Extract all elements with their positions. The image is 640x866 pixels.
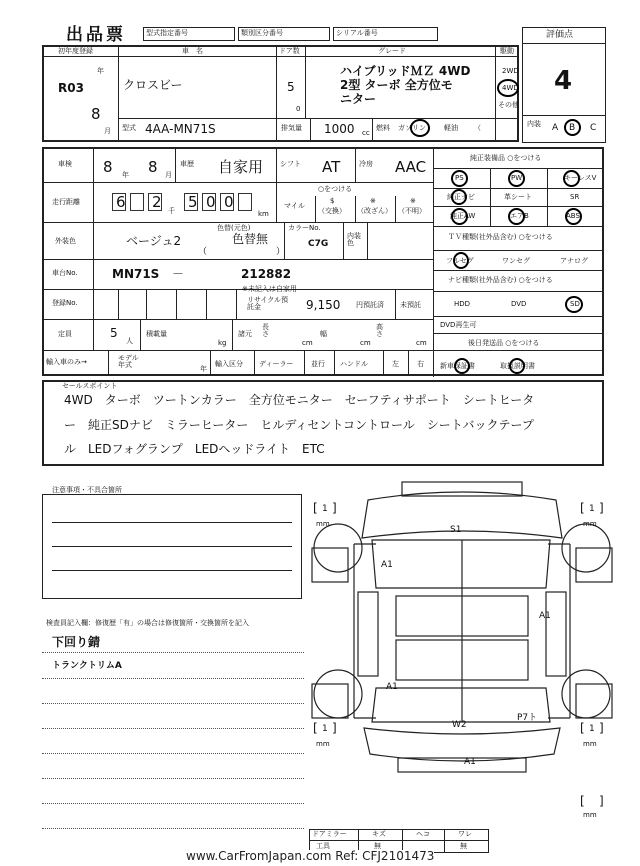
damage-scratch: キズ <box>372 830 386 838</box>
fuel-gasoline: ガソリン <box>398 124 426 132</box>
color-value: ベージュ2 <box>126 234 182 248</box>
damage-sub-none: 無 <box>374 842 381 850</box>
damage-sub-tools: 工具 <box>316 842 330 850</box>
equip-abs: ABS <box>566 212 580 220</box>
doors-value: 5 <box>287 80 295 94</box>
mark-a1-bottom: A1 <box>464 757 476 767</box>
meter-opt2-sub: （改ざん） <box>357 207 392 215</box>
mileage-digit-1: 6 <box>116 193 126 211</box>
navi-hdd: HDD <box>454 300 471 308</box>
tire-rr-bracket: [ <box>580 721 585 735</box>
tire-fr-value: 1 <box>589 504 595 514</box>
equip-navi: 純正ナビ <box>447 193 475 201</box>
interior-grade-a: A <box>552 123 559 133</box>
displacement-unit: cc <box>362 129 370 137</box>
footer-watermark: www.CarFromJapan.com Ref: CFJ2101473 <box>186 849 435 863</box>
rating-label: 評価点 <box>546 30 574 40</box>
dims-length: 長さ <box>262 323 269 338</box>
mileage-digit-5: 0 <box>224 193 234 211</box>
mileage-label: 走行距離 <box>52 198 80 206</box>
grade-line1: ハイブリッドＭＺ 4WD <box>340 64 471 78</box>
tv-fullseg: フルセグ <box>446 257 474 265</box>
shift-label: シフト <box>280 160 301 168</box>
ac-label: 冷房 <box>359 160 373 168</box>
shipping-warranty: 新車保証書 <box>440 362 475 370</box>
tire-rr-mm: mm <box>583 740 597 748</box>
equip-keyless: キーレスV <box>564 174 597 182</box>
drive-4wd: 4WD <box>502 84 519 92</box>
mileage-digit-3: 5 <box>188 193 198 211</box>
fuel-circle <box>410 119 430 137</box>
drive-2wd: 2WD <box>502 67 519 75</box>
sales-points-label: セールスポイント <box>62 382 118 390</box>
import-class-label: 輸入区分 <box>215 360 243 368</box>
meter-mark-label: ○をつける <box>318 185 353 193</box>
equip-pw: PW <box>511 174 523 182</box>
sales-points-line2: ー 純正SDナビ ミラーヒーター ヒルディセントコントロール シートバックテープ <box>64 418 534 432</box>
dims-height: 高さ <box>376 323 383 338</box>
capacity-value: 5 <box>110 326 118 340</box>
inspection-month: 8 <box>148 158 158 176</box>
sheet-title: 出品票 <box>66 25 126 45</box>
tire-rl-mm: mm <box>316 740 330 748</box>
dims-label: 諸元 <box>238 330 252 338</box>
mark-w2: W2 <box>452 720 467 730</box>
tv-analog: アナログ <box>560 257 588 265</box>
recycle-value: 9,150 <box>306 298 341 312</box>
notes-label: 注意事項・不具合箇所 <box>52 486 122 494</box>
sales-points-line3: ル LEDフォグランプ LEDヘッドライト ETC <box>64 442 325 456</box>
equipment-title: 純正装備品 ○をつける <box>470 154 542 162</box>
drive-other: その他 <box>498 101 519 109</box>
interior-grade-b: B <box>569 123 576 133</box>
recycle-unpaid: 未預託 <box>400 301 421 309</box>
dims-width: 幅 <box>320 330 327 338</box>
spare-mm: mm <box>583 811 597 819</box>
color-change-value: 色替無 <box>232 232 269 246</box>
category-label: 類別区分番号 <box>241 29 283 37</box>
spare-bracket: [ <box>580 794 585 808</box>
navi-dvd: DVD <box>511 300 527 308</box>
tv-oneseg: ワンセグ <box>502 257 530 265</box>
mark-a1-front-left: A1 <box>381 560 393 570</box>
navi-dvd-play: DVD再生可 <box>440 321 477 329</box>
load-kg: kg <box>218 339 227 347</box>
grade-line3: ニター <box>340 92 377 106</box>
navi-title: ナビ種類(社外品含む) ○をつける <box>448 276 553 284</box>
chassis-number: 212882 <box>241 267 292 281</box>
inspector-line2: トランクトリムA <box>52 661 122 671</box>
equip-aw: 純正AW <box>450 212 476 220</box>
tire-rl-value: 1 <box>322 724 328 734</box>
interior-b-circle <box>564 119 581 136</box>
car-name-label: 車 名 <box>182 47 203 55</box>
sales-points-line1: 4WD ターボ ツートンカラー 全方位モニター セーフティサポート シートヒータ <box>64 393 535 407</box>
spare-bracket-close: ] <box>599 794 604 808</box>
mark-s1: S1 <box>450 525 462 535</box>
drive-4wd-circle <box>497 79 519 97</box>
color-code-value: C7G <box>308 239 329 249</box>
import-label: 輸入車のみ→ <box>46 358 87 366</box>
interior-grade-label: 内装 <box>527 120 541 128</box>
year-month-unit: 月 <box>104 127 111 135</box>
meter-mile: マイル <box>284 202 305 210</box>
tire-fl-bracket-close: ] <box>332 501 337 515</box>
year-era: R03 <box>58 81 84 95</box>
car-diagram <box>310 478 615 778</box>
chassis-dash: － <box>172 267 185 281</box>
handle-right: 右 <box>417 360 424 368</box>
import-dealer: ディーラー <box>259 360 294 368</box>
equip-leather: 革シート <box>504 193 532 201</box>
equip-airbag: エアB <box>510 212 529 220</box>
ac-value: AAC <box>395 158 427 176</box>
load-label: 積載量 <box>146 330 167 338</box>
equip-sr: SR <box>570 193 580 201</box>
import-parallel: 並行 <box>311 360 325 368</box>
mark-a1-right: A1 <box>539 611 551 621</box>
recycle-label: リサイクル預託金 <box>247 296 289 311</box>
capacity-unit: 人 <box>126 337 133 345</box>
color-code-label: カラーNo. <box>288 224 321 232</box>
handle-label: ハンドル <box>340 360 368 368</box>
drive-label: 駆動 <box>500 47 514 55</box>
tire-rl-bracket-close: ] <box>332 721 337 735</box>
chassis-label: 車台No. <box>52 269 78 277</box>
inspector-label: 検査員記入欄：修復歴「有」の場合は修復箇所・交換箇所を記入 <box>46 619 249 627</box>
mileage-digit-2: 2 <box>152 193 162 211</box>
tire-fr-bracket: [ <box>580 501 585 515</box>
fuel-diesel: 軽油 <box>444 124 458 132</box>
year-unit: 年 <box>97 67 104 75</box>
shift-value: AT <box>322 158 341 176</box>
grade-line2: 2型 ターボ 全方位モ <box>340 78 453 92</box>
inspector-line1: 下回り錆 <box>52 635 101 649</box>
registration-note: ※未記入は自家用 <box>242 285 297 293</box>
rating-value: 4 <box>554 66 573 96</box>
mark-a1-rear-left: A1 <box>386 682 398 692</box>
tire-rl-bracket: [ <box>313 721 318 735</box>
damage-mirror: ドアミラー <box>312 830 347 838</box>
damage-sub-none2: 無 <box>460 842 467 850</box>
tire-fr-mm: mm <box>583 520 597 528</box>
dims-width-cm: cm <box>360 339 371 347</box>
tire-fl-bracket: [ <box>313 501 318 515</box>
meter-opt1: $ <box>330 197 335 205</box>
model-year-unit: 年 <box>200 365 207 373</box>
serial-label: シリアル番号 <box>336 29 378 37</box>
fuel-label: 燃料 <box>376 124 390 132</box>
color-label: 外装色 <box>55 237 76 245</box>
grade-label: グレード <box>378 47 406 55</box>
navi-sd: SD <box>570 300 580 308</box>
year-label: 初年度登録 <box>58 47 93 55</box>
tire-fl-value: 1 <box>322 504 328 514</box>
meter-opt3: ※ <box>410 197 416 205</box>
tire-rr-value: 1 <box>589 724 595 734</box>
model-label: 型式 <box>122 124 136 132</box>
inspection-label: 車検 <box>58 160 72 168</box>
mileage-thousand: 千 <box>168 207 175 215</box>
tv-title: ＴＶ種類(社外品含む) ○をつける <box>448 233 553 241</box>
mileage-digit-4: 0 <box>206 193 216 211</box>
tire-rr-bracket-close: ] <box>599 721 604 735</box>
usage-value: 自家用 <box>218 158 264 176</box>
meter-opt1-sub: （交換） <box>318 207 346 215</box>
dims-height-cm: cm <box>416 339 427 347</box>
interior-grade-c: C <box>590 123 597 133</box>
equip-ps: PS <box>455 174 464 182</box>
recycle-unit: 円預託済 <box>356 301 384 309</box>
dims-length-cm: cm <box>302 339 313 347</box>
shipping-manual: 取扱説明書 <box>500 362 535 370</box>
doors-sub: 0 <box>296 105 301 113</box>
meter-opt3-sub: （不明） <box>398 207 426 215</box>
fuel-paren: （ <box>474 124 481 132</box>
tire-fr-bracket-close: ] <box>599 501 604 515</box>
chassis-prefix: MN71S <box>112 267 160 281</box>
year-month: 8 <box>91 105 101 123</box>
capacity-label: 定員 <box>58 330 72 338</box>
doors-label: ドア数 <box>279 47 300 55</box>
model-value: 4AA-MN71S <box>145 122 216 136</box>
inspection-year-unit: 年 <box>122 171 129 179</box>
inspection-month-unit: 月 <box>165 171 172 179</box>
inspection-year: 8 <box>103 158 113 176</box>
model-year-label: モデル年式 <box>118 354 139 369</box>
damage-dent: ヘコ <box>416 830 430 838</box>
tire-fl-mm: mm <box>316 520 330 528</box>
registration-label: 登録No. <box>52 299 78 307</box>
car-name-value: クロスビー <box>123 78 183 92</box>
type-designation-label: 型式指定番号 <box>146 29 188 37</box>
displacement-label: 排気量 <box>281 124 302 132</box>
meter-opt2: ※ <box>370 197 376 205</box>
color-paren-close: ） <box>276 247 286 257</box>
displacement-value: 1000 <box>324 122 355 136</box>
handle-left: 左 <box>392 360 399 368</box>
mileage-unit: km <box>258 210 269 218</box>
color-change-label: 色替(元色) <box>217 224 251 232</box>
shipping-title: 後日発送品 ○をつける <box>468 339 540 347</box>
damage-crack: ワレ <box>458 830 472 838</box>
mark-p7: P7ト <box>517 713 538 723</box>
color-paren-open: （ <box>198 247 208 257</box>
interior-color-label: 内装色 <box>347 232 361 247</box>
usage-label: 車歴 <box>180 160 194 168</box>
